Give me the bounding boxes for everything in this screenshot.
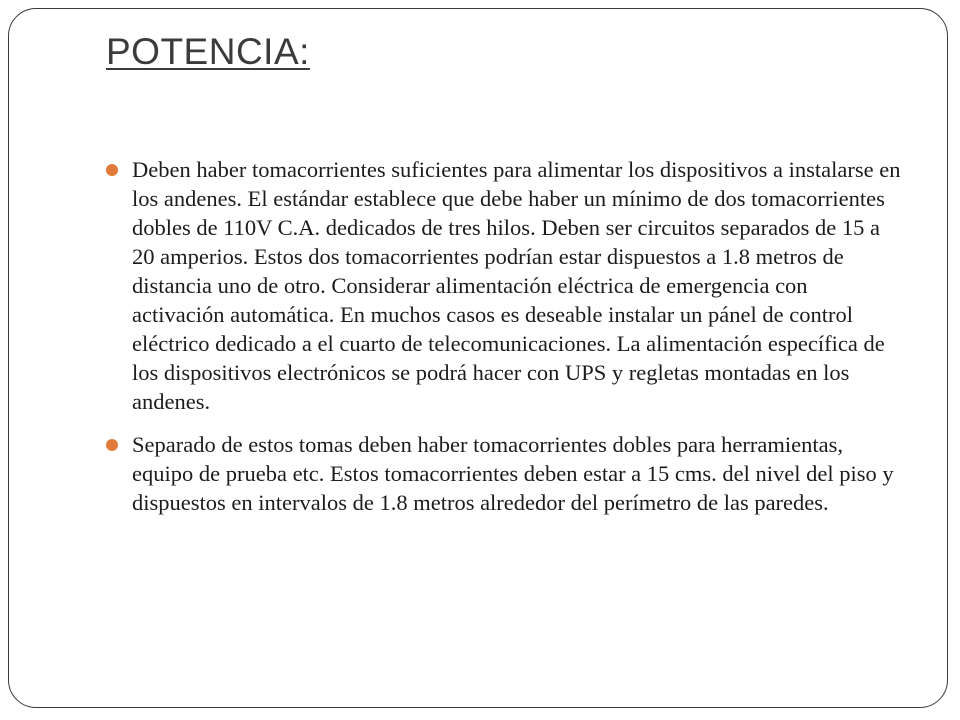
bullet-icon — [106, 164, 118, 176]
bullet-item — [104, 430, 904, 517]
bullet-icon — [106, 439, 118, 451]
bullet-list — [104, 155, 904, 531]
bullet-item — [104, 155, 904, 416]
bullet-text: Deben haber tomacorrientes suficientes para alimentar los dispositivos a instalarse en los andenes. El estándar establece que debe haber un mínimo de dos tomacorrientes dobles de 110V C.A. dedicados de tres hilos. Deben ser circuitos separados de 15 a 20 amperios. Estos dos tomacorrientes podrían estar dispuestos a 1.8 metros de distancia uno de otro. Considerar alimentación eléctrica de emergencia con activación automática. En muchos casos es deseable instalar un pánel de control eléctrico dedicado a el cuarto de telecomunicaciones. La alimentación específica de los dispositivos electrónicos se podrá hacer con UPS y regletas montadas en los andenes. — [132, 157, 901, 414]
bullet-text: Separado de estos tomas deben haber tomacorrientes dobles para herramientas, equipo de prueba etc. Estos tomacorrientes deben estar a 15 cms. del nivel del piso y dispuestos en intervalos de 1.8 metros alrededor del perímetro de las paredes. — [132, 432, 894, 515]
slide-title: POTENCIA: — [106, 31, 310, 72]
